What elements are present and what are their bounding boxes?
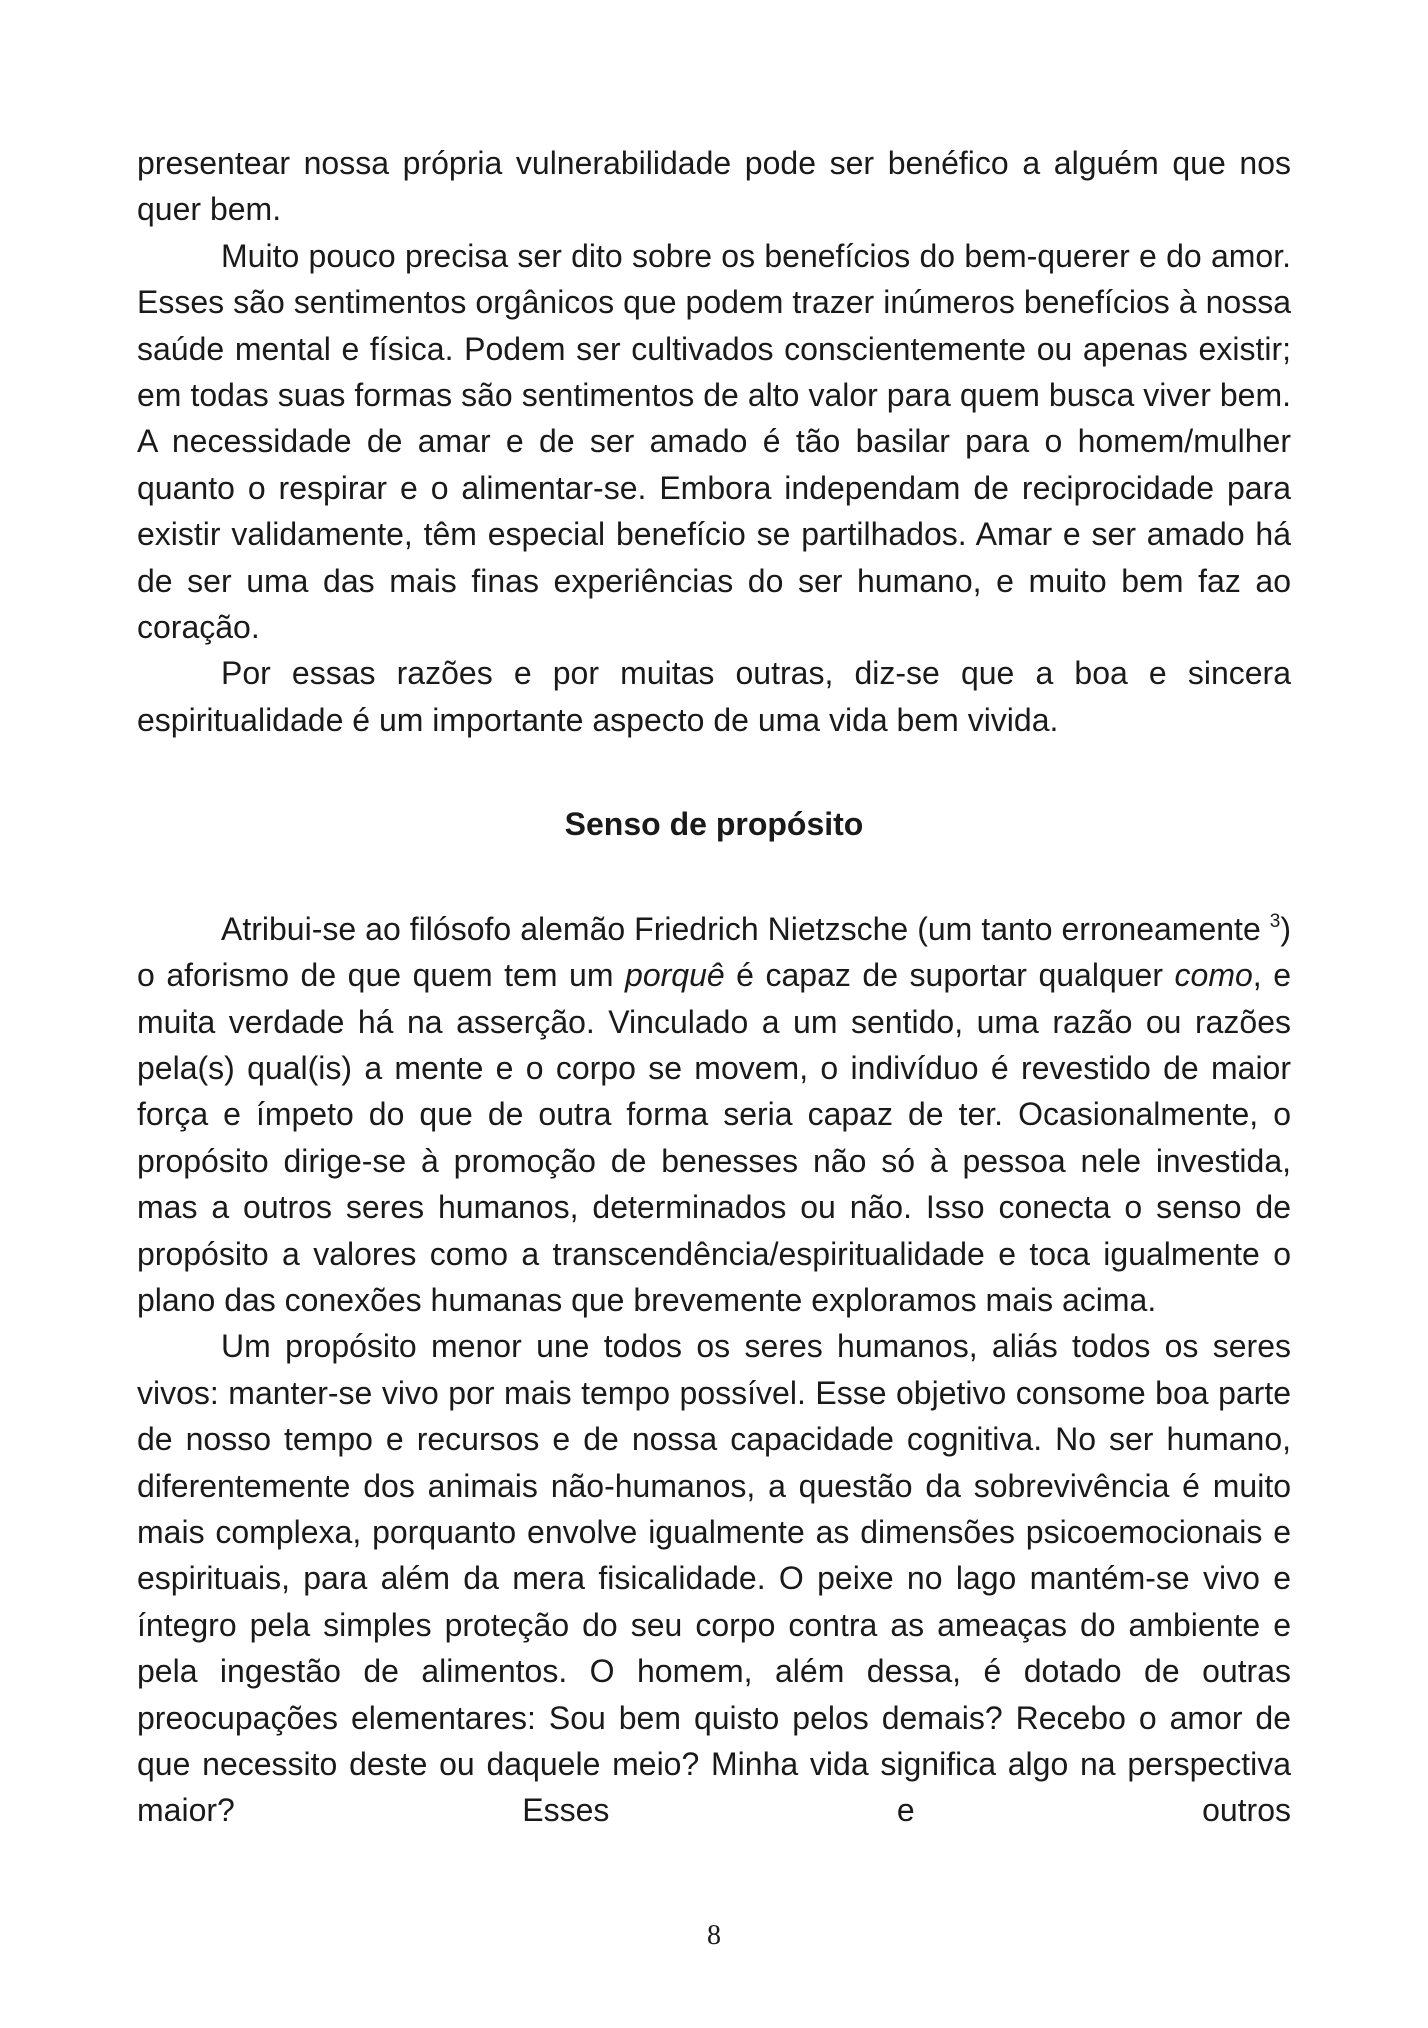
page-number: 8	[707, 1920, 721, 1951]
section-heading: Senso de propósito	[564, 806, 864, 843]
paragraph-text: Atribui-se ao filósofo alemão Friedrich Nietzsche (um tanto erroneamente	[221, 910, 1270, 947]
paragraph: Um propósito menor une todos os seres humanos, aliás todos os seres vivos: manter-se vivo por mais tempo possível. Esse objetivo consome boa parte de nosso tempo e recursos e de nossa capacidade cognitiva. No ser humano, diferentemente dos animais não-humanos, a questão da sobrevivência é muito mais complexa, porquanto envolve igualmente as dimensões psicoemocionais e espirituais, para além da mera fisicalidade. O peixe no lago mantém-se vivo e íntegro pela simples proteção do seu corpo contra as ameaças do ambiente e pela ingestão de alimentos. O homem, além dessa, é dotado de outras preocupações elementares: Sou bem quisto pelos demais? Recebo o amor de que necessito deste ou daquele meio? Minha vida significa algo na perspectiva maior? Esses e outros	[137, 1328, 1291, 1829]
paragraph	[137, 906, 1291, 1324]
page-body	[137, 140, 1291, 1834]
footnote-marker: 3	[1269, 910, 1281, 932]
paragraph-text: ) o aforismo de que quem tem um	[137, 910, 1291, 994]
paragraph: Muito pouco precisa ser dito sobre os benefícios do bem-querer e do amor. Esses são sentimentos orgânicos que podem trazer inúmeros benefícios à nossa saúde mental e física. Podem ser cultivados conscientemente ou apenas existir; em todas suas formas são sentimentos de alto valor para quem busca viver bem. A necessidade de amar e de ser amado é tão basilar para o homem/mulher quanto o respirar e o alimentar-se. Embora independam de reciprocidade para existir validamente, têm especial benefício se partilhados. Amar e ser amado há de ser uma das mais finas experiências do ser humano, e muito bem faz ao coração.	[137, 237, 1291, 646]
paragraph: Por essas razões e por muitas outras, diz-se que a boa e sincera espiritualidade é um importante aspecto de uma vida bem vivida.	[137, 655, 1291, 738]
emphasis-text: como	[1174, 957, 1253, 994]
paragraph: presentear nossa própria vulnerabilidade pode ser benéfico a alguém que nos quer bem.	[137, 145, 1291, 228]
paragraph-text: , e muita verdade há na asserção. Vinculado a um sentido, uma razão ou razões pela(s) qual(is) a mente e o corpo se movem, o indivíduo é revestido de maior força e ímpeto do que de outra forma seria capaz de ter. Ocasionalmente, o propósito dirige-se à promoção de benesses não só à pessoa nele investida, mas a outros seres humanos, determinados ou não. Isso conecta o senso de propósito a valores como a transcendência/espiritualidade e toca igualmente o plano das conexões humanas que brevemente exploramos mais acima.	[137, 957, 1292, 1318]
emphasis-text: porquê	[625, 957, 725, 994]
paragraph-text: é capaz de suportar qualquer	[724, 957, 1175, 994]
